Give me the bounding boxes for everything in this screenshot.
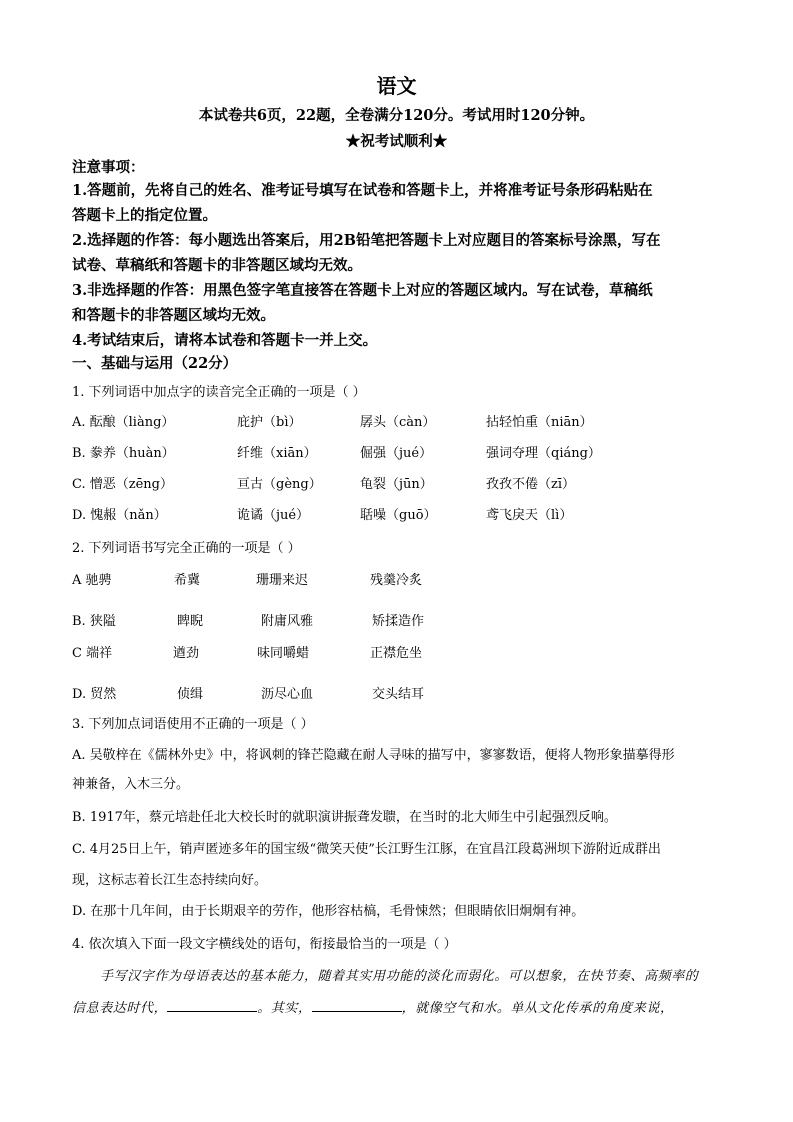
notice-line: 答题卡上的指定位置。 — [72, 207, 217, 224]
q1-option-a-word-3: 孱头（càn） — [360, 415, 436, 430]
q2-option-c-word-3: 味同嚼蜡 — [257, 646, 310, 661]
q4-passage-segment: 信息表达时代， — [72, 1001, 168, 1016]
q3-option-b: B. 1917年，蔡元培赴任北大校长时的就职演讲振聋发聩，在当时的北大师生中引起强烈反响。 — [72, 810, 617, 825]
question-4-stem: 4. 依次填入下面一段文字横线处的语句，衔接最恰当的一项是（ ） — [72, 937, 457, 952]
q2-option-a-word-1: A 驰骋 — [72, 573, 112, 588]
question-1-stem: 1. 下列词语中加点字的读音完全正确的一项是（ ） — [72, 385, 366, 400]
section-heading: 一、基础与运用（22分） — [72, 355, 238, 372]
question-3-stem: 3. 下列加点词语使用不正确的一项是（ ） — [72, 717, 314, 732]
notice-line: 3.非选择题的作答：用黑色签字笔直接答在答题卡上对应的答题区域内。写在试卷，草稿纸 — [72, 282, 653, 299]
q1-option-b-word-1: B. 豢养（huàn） — [72, 446, 175, 461]
q1-option-d-word-3: 聒噪（guō） — [360, 508, 437, 523]
q1-option-c-word-1: C. 憎恶（zēng） — [72, 477, 173, 492]
q2-option-b-word-4: 矫揉造作 — [372, 614, 425, 629]
exam-info: 本试卷共6页，22题，全卷满分120分。考试用时120分钟。 — [198, 107, 595, 124]
q1-option-a-word-1: A. 酝酿（liàng） — [72, 415, 175, 430]
q1-option-c-word-3: 龟裂（jūn） — [360, 477, 433, 492]
q1-option-a-word-2: 庇护（bì） — [237, 415, 302, 430]
q1-option-c-word-4: 孜孜不倦（zī） — [486, 477, 576, 492]
q1-option-d-word-4: 鸢飞戾天（lì） — [486, 508, 573, 523]
q4-passage-line-2 — [72, 997, 674, 1016]
q3-option-c-line-2: 现，这标志着长江生态持续向好。 — [72, 873, 268, 888]
q3-option-c-line-1: C. 4月25日上午，销声匿迹多年的国宝级“微笑天使”长江野生江豚，在宜昌江段葛洲坝下游附近成群出 — [72, 842, 661, 857]
q1-option-b-word-4: 强词夺理（qiáng） — [486, 446, 601, 461]
q1-option-b-word-3: 倔强（jué） — [360, 446, 433, 461]
q2-option-d-word-3: 沥尽心血 — [261, 687, 314, 702]
q2-option-c-word-2: 遒劲 — [173, 646, 200, 661]
answer-blank-1 — [167, 999, 257, 1012]
q4-passage-line-1: 手写汉字作为母语表达的基本能力，随着其实用功能的淡化而弱化。可以想象，在快节奏、高频率的 — [100, 969, 699, 984]
q2-option-c-word-1: C 端祥 — [72, 646, 113, 661]
q1-option-d-word-1: D. 愧赧（nǎn） — [72, 508, 167, 523]
q1-option-b-word-2: 纤维（xiān） — [237, 446, 317, 461]
exam-wish: ★祝考试顺利★ — [345, 133, 448, 150]
q4-passage-segment: 。其实， — [257, 1001, 312, 1016]
q4-passage-segment: ，就像空气和水。单从文化传承的角度来说， — [401, 1001, 674, 1016]
notice-line: 4.考试结束后，请将本试卷和答题卡一并上交。 — [72, 332, 378, 349]
answer-blank-2 — [312, 999, 402, 1012]
q3-option-a-line-2: 神兼备，入木三分。 — [72, 777, 190, 792]
q2-option-b-word-3: 附庸风雅 — [261, 614, 314, 629]
q2-option-d-word-4: 交头结耳 — [372, 687, 425, 702]
q1-option-c-word-2: 亘古（gèng） — [237, 477, 322, 492]
page-title: 语文 — [376, 74, 417, 98]
q2-option-a-word-3: 珊珊来迟 — [256, 573, 309, 588]
q2-option-c-word-4: 正襟危坐 — [370, 646, 423, 661]
q2-option-a-word-4: 残羹冷炙 — [370, 573, 423, 588]
notice-line: 2.选择题的作答：每小题选出答案后，用2B铅笔把答题卡上对应题目的答案标号涂黑，写在 — [72, 232, 661, 249]
q2-option-b-word-1: B. 狭隘 — [72, 614, 116, 629]
q2-option-d-word-1: D. 贸然 — [72, 687, 117, 702]
q2-option-d-word-2: 侦缉 — [177, 687, 204, 702]
q2-option-a-word-2: 希冀 — [174, 573, 201, 588]
notice-line: 试卷、草稿纸和答题卡的非答题区域均无效。 — [72, 257, 362, 274]
notice-heading: 注意事项： — [72, 159, 145, 176]
q2-option-b-word-2: 睥睨 — [177, 614, 204, 629]
notice-line: 和答题卡的非答题区域均无效。 — [72, 307, 275, 324]
question-2-stem: 2. 下列词语书写完全正确的一项是（ ） — [72, 541, 301, 556]
q3-option-a-line-1: A. 吴敬梓在《儒林外史》中，将讽刺的锋芒隐藏在耐人寻味的描写中，寥寥数语，便将人物形象描摹得形 — [72, 748, 675, 763]
q1-option-d-word-2: 诡谲（jué） — [237, 508, 310, 523]
q3-option-d: D. 在那十几年间，由于长期艰辛的劳作，他形容枯槁，毛骨悚然；但眼睛依旧炯炯有神。 — [72, 904, 585, 919]
q1-option-a-word-4: 拈轻怕重（niān） — [486, 415, 593, 430]
notice-line: 1.答题前，先将自己的姓名、准考证号填写在试卷和答题卡上，并将准考证号条形码粘贴在 — [72, 182, 653, 199]
